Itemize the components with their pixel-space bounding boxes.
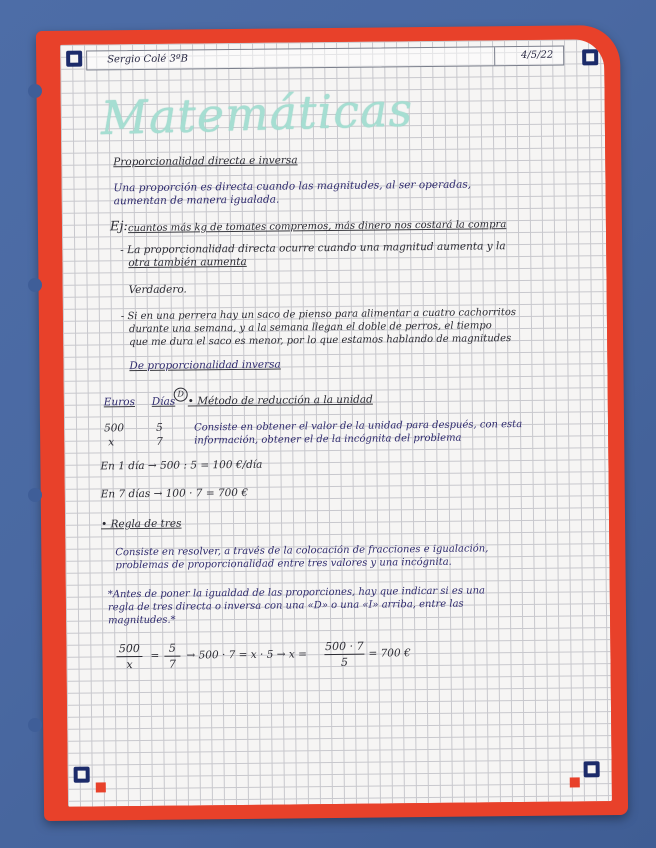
row-1-dias: 5	[155, 421, 163, 434]
fraction-bar	[164, 656, 180, 657]
bullet-1-line-1: - La proporcionalidad directa ocurre cuando una magnitud aumenta y la	[120, 240, 506, 257]
equation-result: = 700 €	[368, 647, 411, 660]
student-name: Sergio Colé 3ºB	[107, 53, 188, 66]
notebook-sheet	[36, 25, 628, 821]
verdadero-text: Verdadero.	[128, 283, 187, 297]
fraction-3-denominator: 5	[340, 655, 349, 669]
row-1-euros: 500	[103, 422, 125, 435]
method-line-1: Consiste en obtener el valor de la unidad para después, con esta	[193, 419, 523, 434]
fraction-2	[164, 642, 180, 671]
definition-line-1: Una proporción es directa cuando las magnitudes, al ser operadas,	[113, 178, 472, 195]
heading-inversa: De proporcionalidad inversa	[129, 358, 281, 373]
calculation-1: En 1 día → 500 : 5 = 100 €/día	[100, 458, 263, 473]
note-line-2: regla de tres directa o inversa con una «D» o una «I» arriba, entre las	[107, 598, 464, 614]
calculation-2: En 7 días → 100 · 7 = 700 €	[100, 486, 249, 501]
grid-paper	[60, 39, 612, 807]
heading-proporcionalidad: Proporcionalidad directa e inversa	[113, 154, 298, 169]
corner-logo-icon	[584, 761, 600, 777]
fraction-2-numerator: 5	[168, 641, 176, 655]
equation-expression: → 500 · 7 = x · 5 → x =	[186, 648, 307, 662]
corner-logo-icon	[74, 767, 90, 783]
corner-logo-icon	[582, 49, 598, 65]
column-dias: Días	[151, 395, 176, 408]
fraction-3-numerator: 500 · 7	[325, 639, 364, 654]
heading-regla-de-tres: • Regla de tres	[100, 517, 182, 531]
method-title: • Método de reducción a la unidad	[187, 393, 373, 408]
binder-hole	[28, 488, 42, 502]
fraction-2-denominator: 7	[168, 657, 177, 671]
fraction-1-denominator: x	[126, 658, 133, 672]
corner-square	[96, 782, 106, 792]
rule-line-2: problemas de proporcionalidad entre tres valores y una incógnita.	[115, 556, 452, 572]
binder-hole	[28, 718, 42, 732]
fraction-1-numerator: 500	[118, 642, 140, 656]
column-euros: Euros	[103, 396, 136, 409]
row-2-euros: x	[108, 436, 115, 449]
definition-line-2: aumentan de manera igualada.	[113, 193, 280, 208]
bullet-2-line-2: durante una semana, y a la semana llegan el doble de perros, el tiempo	[128, 320, 492, 336]
note-line-1: *Antes de poner la igualdad de las proporciones, hay que indicar si es una	[107, 585, 486, 601]
example-label: Ej:	[109, 219, 128, 235]
corner-logo-icon	[66, 51, 82, 67]
bullet-2-line-3: que me dura el saco es menor, por lo que estamos hablando de magnitudes	[129, 333, 512, 349]
binder-hole	[28, 278, 42, 292]
note-line-3: magnitudes.*	[108, 614, 176, 627]
fraction-1	[116, 642, 142, 671]
fraction-3	[324, 640, 364, 669]
page-title: Matemáticas	[100, 82, 414, 146]
corner-square	[570, 777, 580, 787]
bullet-1-line-2: otra también aumenta	[128, 255, 247, 270]
method-line-2: información, obtener el de la incógnita del problema	[194, 432, 462, 447]
header-divider	[494, 47, 495, 65]
rule-line-1: Consiste en resolver, a través de la colocación de fracciones e igualación,	[115, 543, 489, 559]
bullet-2-line-1: - Si en una perrera hay un saco de pienso para alimentar a cuatro cachorritos	[120, 307, 517, 323]
example-text: cuantos más kg de tomates compremos, más dinero nos costará la compra	[127, 219, 507, 235]
direct-marker: D	[174, 388, 188, 402]
row-2-dias: 7	[156, 435, 163, 448]
header-box	[86, 46, 564, 71]
header-date: 4/5/22	[520, 49, 554, 62]
binder-hole	[28, 84, 42, 98]
equals-sign: =	[150, 649, 160, 662]
